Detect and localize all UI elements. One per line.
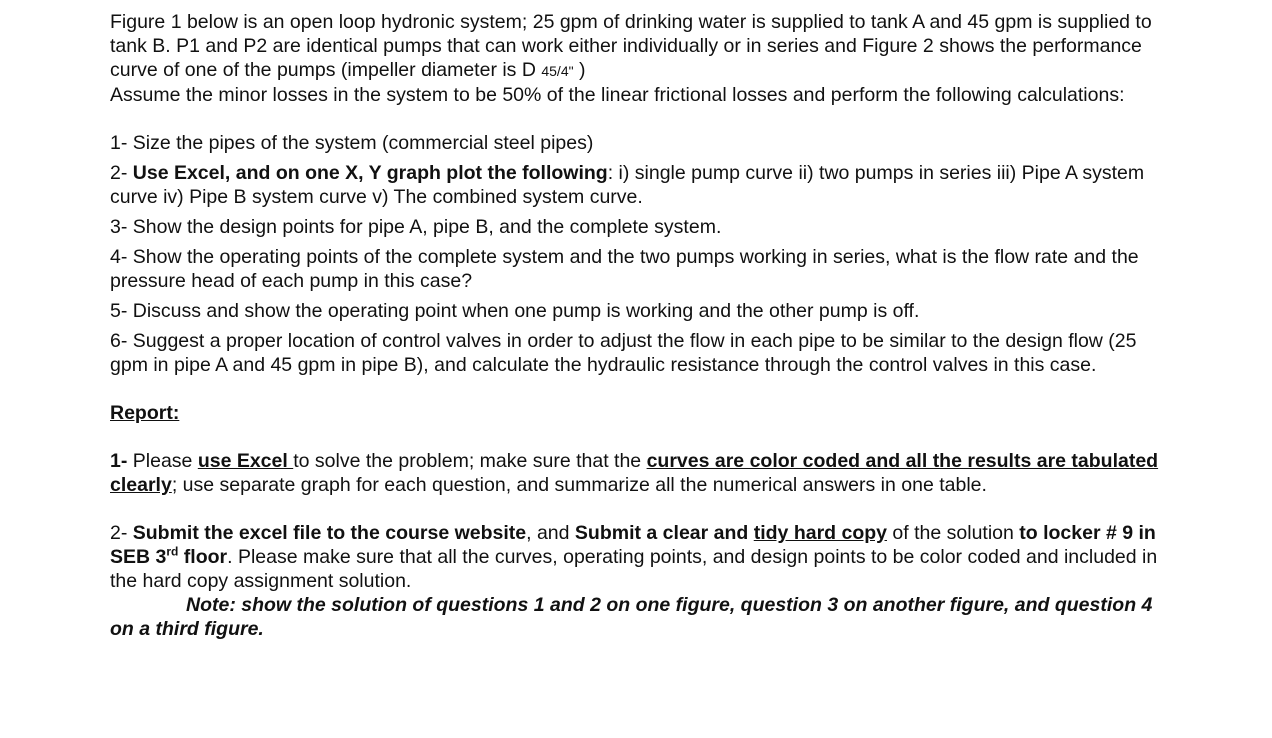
submit-hard-copy-emphasis: Submit a clear and bbox=[574, 522, 754, 544]
task-item-6: 6- Suggest a proper location of control valves in order to adjust the flow in each pipe to be similar to the design flow (25 gpm in pipe A and 45 gpm in pipe B), and calculate the hydraulic resistance through the control valves in this case. bbox=[110, 330, 1137, 376]
note-paragraph: Note: show the solution of questions 1 and 2 on one figure, question 3 on another figure, and question 4 on a third figure. bbox=[110, 594, 1153, 640]
report-item-2-text-b: of the solution bbox=[887, 522, 1020, 544]
task-item-1: 1- Size the pipes of the system (commercial steel pipes) bbox=[110, 132, 594, 154]
report-item-2 bbox=[110, 521, 1170, 593]
task-item-2 bbox=[110, 161, 1170, 209]
task-item-2-bold: Use Excel, and on one X, Y graph plot the following bbox=[132, 162, 608, 184]
report-item-1 bbox=[110, 449, 1170, 497]
task-item-5: 5- Discuss and show the operating point when one pump is working and the other pump is off. bbox=[110, 300, 920, 322]
submit-excel-emphasis: Submit the excel file to the course website bbox=[132, 522, 527, 544]
assumption-text: Assume the minor losses in the system to be 50% of the linear frictional losses and perform the following calculations: bbox=[110, 84, 1125, 106]
intro-text: Figure 1 below is an open loop hydronic system; 25 gpm of drinking water is supplied to tank A and 45 gpm is supplied to tank B. P1 and P2 are identical pumps that can work either individually or in series and Figure 2 shows the performance curve of one of the pumps (impeller diameter is D bbox=[110, 11, 1152, 81]
report-item-1-number: 1- bbox=[110, 450, 128, 472]
report-item-2-text-a: , and bbox=[526, 522, 575, 544]
report-item-1-text-a: Please bbox=[127, 450, 198, 472]
color-coded-emphasis: curves are color coded and all the results are tabulated clearly bbox=[110, 450, 1159, 496]
intro-text-end: ) bbox=[573, 59, 586, 81]
report-item-2-text-c: . Please make sure that all the curves, operating points, and design points to be color coded and included in the hard copy assignment solution. bbox=[110, 546, 1158, 592]
task-item-4: 4- Show the operating points of the complete system and the two pumps working in series, what is the flow rate and the pressure head of each pump in this case? bbox=[110, 246, 1139, 292]
report-item-1-text-c: ; use separate graph for each question, and summarize all the numerical answers in one table. bbox=[171, 474, 987, 496]
ordinal-suffix: rd bbox=[166, 544, 179, 559]
task-item-2-number: 2- bbox=[110, 162, 133, 184]
assignment-document bbox=[110, 10, 1170, 641]
task-item-2-text: : i) single pump curve ii) two pumps in series iii) Pipe A system curve iv) Pipe B system curve v) The combined system curve. bbox=[110, 162, 1145, 208]
tidy-hard-copy-emphasis: tidy hard copy bbox=[753, 522, 888, 544]
task-item-3: 3- Show the design points for pipe A, pipe B, and the complete system. bbox=[110, 216, 722, 238]
locker-emphasis: to locker # 9 in SEB 3 bbox=[110, 522, 1156, 568]
report-heading: Report: bbox=[110, 402, 180, 424]
floor-emphasis: floor bbox=[178, 546, 228, 568]
impeller-diameter: 45/4" bbox=[541, 63, 574, 79]
intro-paragraph bbox=[110, 10, 1170, 107]
report-item-2-number: 2- bbox=[110, 522, 133, 544]
use-excel-emphasis: use Excel bbox=[197, 450, 294, 472]
report-item-1-text-b: to solve the problem; make sure that the bbox=[293, 450, 647, 472]
